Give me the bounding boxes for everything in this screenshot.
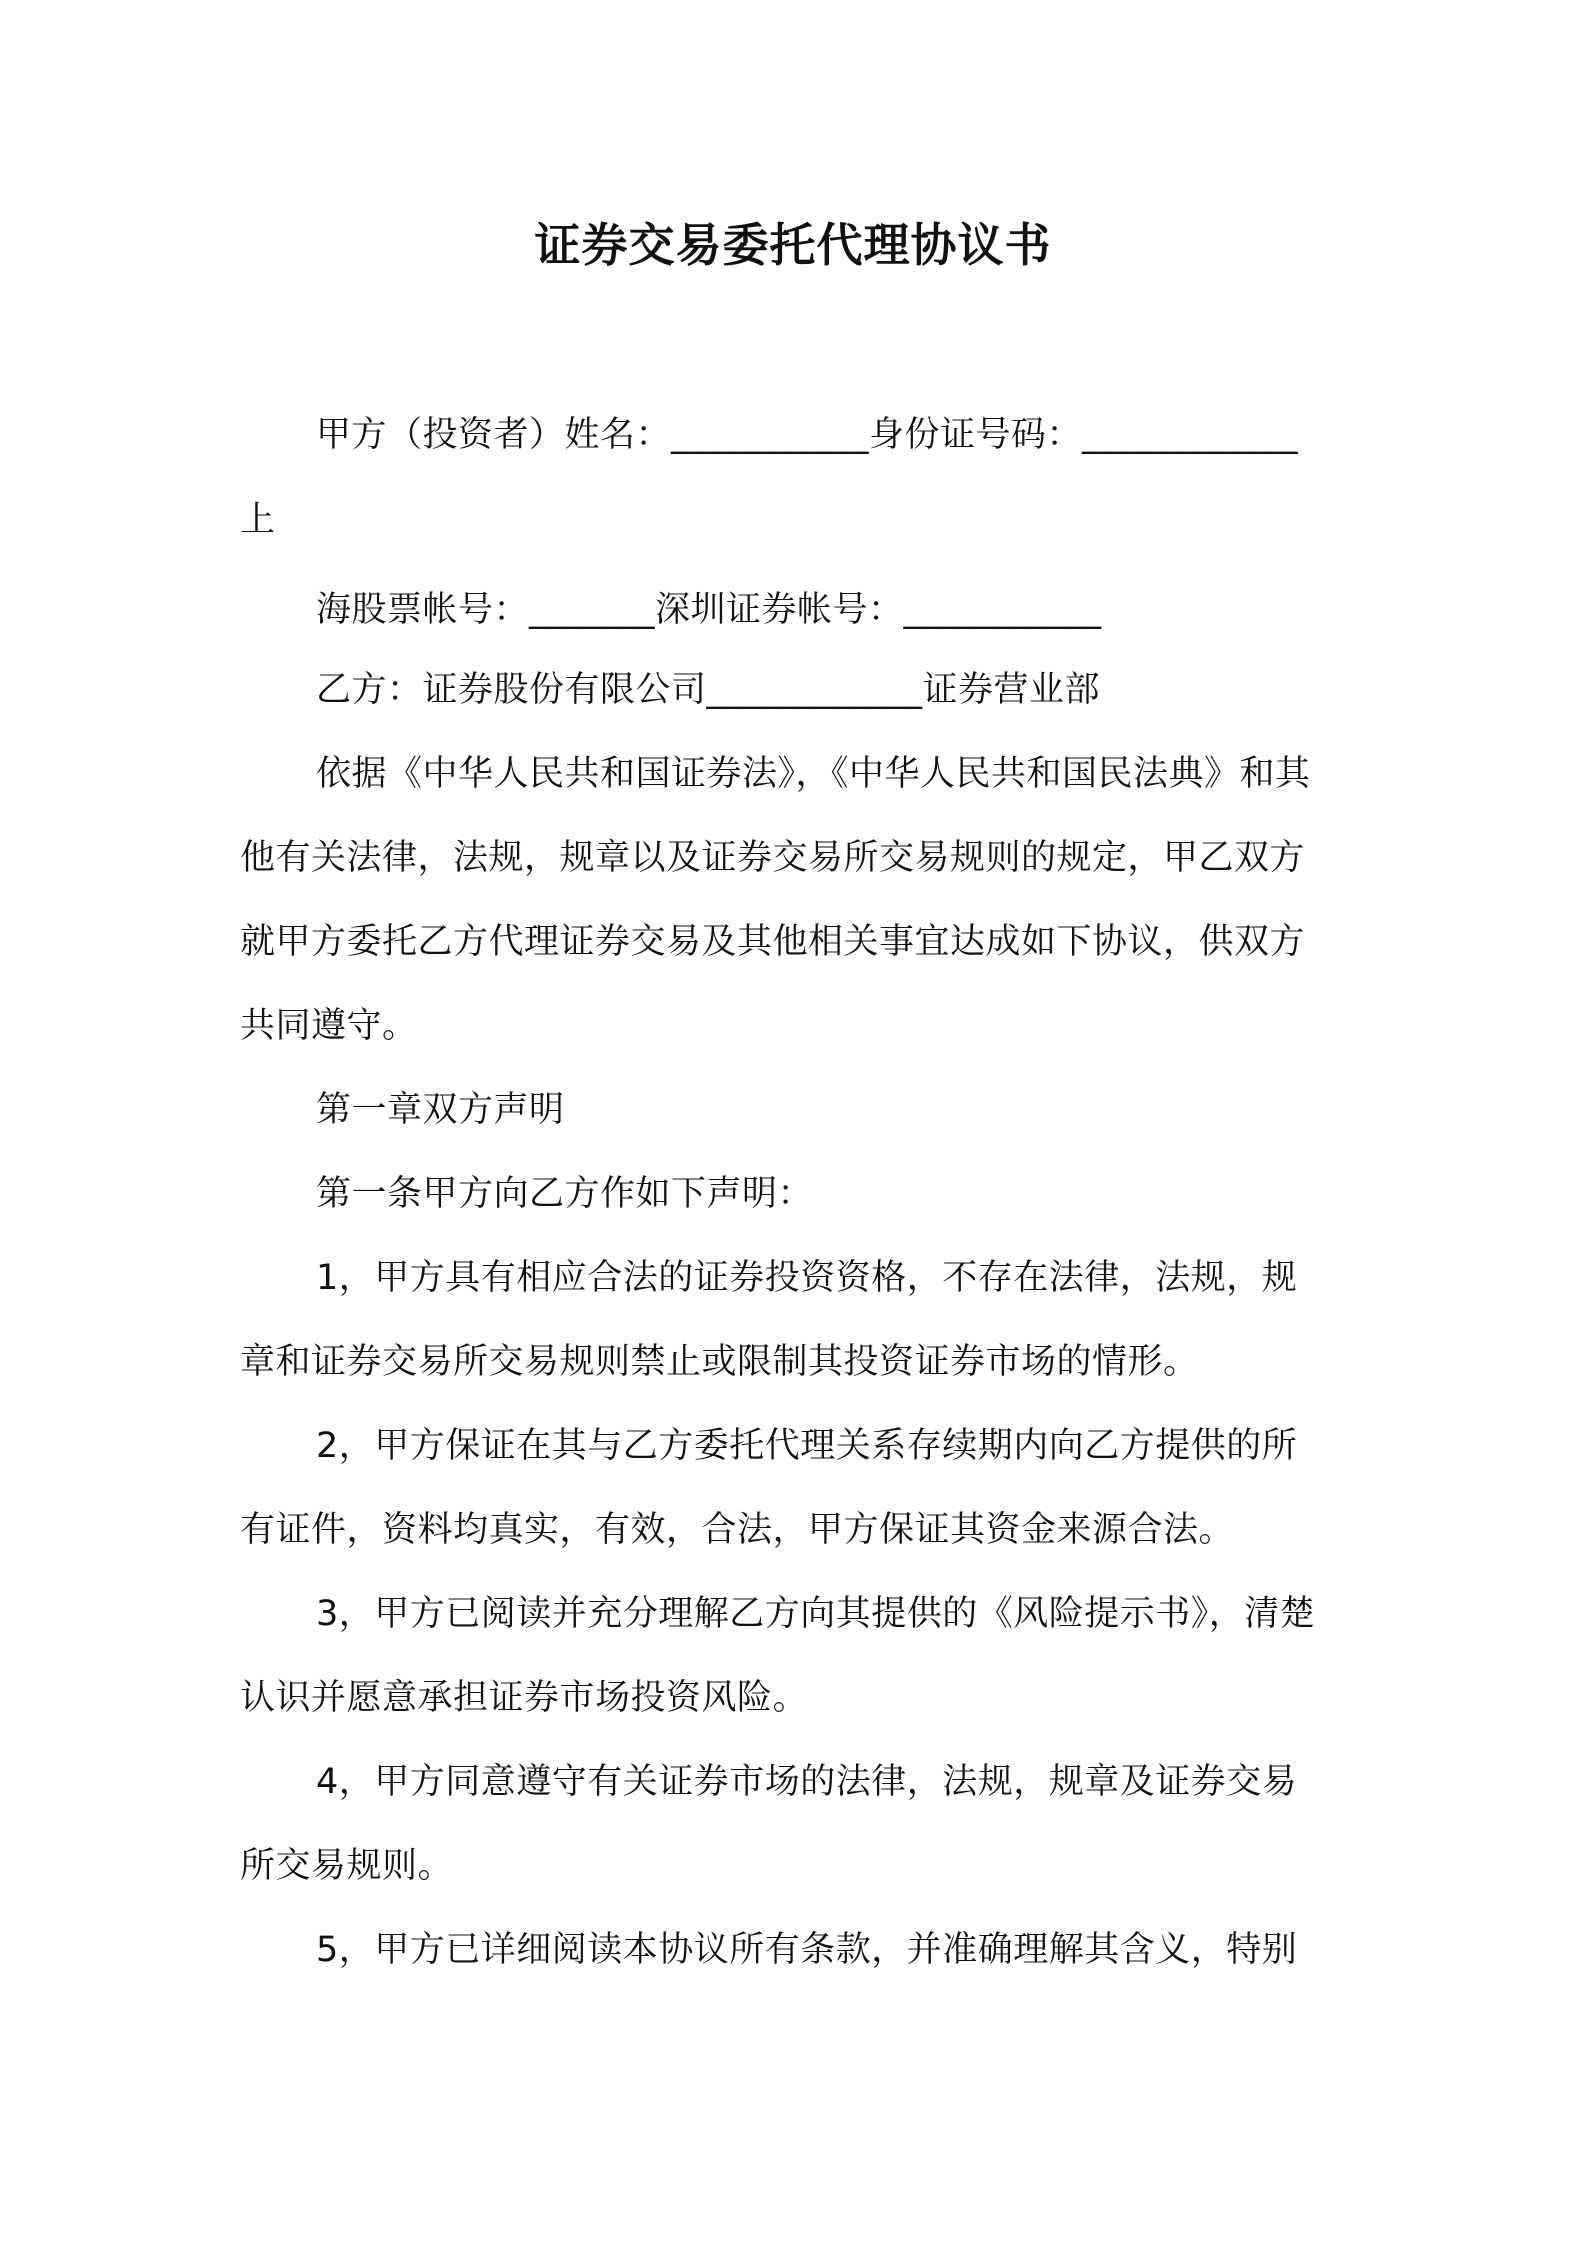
clause-4-line-2: 所交易规则。 — [240, 1846, 454, 1886]
clause-2-line-2: 有证件，资料均真实，有效，合法，甲方保证其资金来源合法。 — [240, 1510, 1235, 1550]
preamble-line-4: 共同遵守。 — [240, 1006, 418, 1046]
preamble-line-2: 他有关法律，法规，规章以及证券交易所交易规则的规定，甲乙双方 — [240, 838, 1306, 878]
clause-3-line-1: 3，甲方已阅读并充分理解乙方向其提供的《风险提示书》，清楚 — [316, 1594, 1316, 1634]
party-a-identity-line: 甲方（投资者）姓名：___________身份证号码：____________ — [316, 415, 1299, 455]
clause-5-line-1: 5，甲方已详细阅读本协议所有条款，并准确理解其含义，特别 — [316, 1930, 1298, 1970]
clause-1-line-1: 1，甲方具有相应合法的证券投资资格，不存在法律，法规，规 — [316, 1258, 1298, 1298]
chapter-heading: 第一章双方声明 — [316, 1090, 565, 1130]
clause-1-line-2: 章和证券交易所交易规则禁止或限制其投资证券市场的情形。 — [240, 1342, 1199, 1382]
clause-3-line-2: 认识并愿意承担证券市场投资风险。 — [240, 1678, 809, 1718]
party-b-line: 乙方：证券股份有限公司____________证券营业部 — [316, 670, 1101, 710]
clause-4-line-1: 4，甲方同意遵守有关证券市场的法律，法规，规章及证券交易 — [316, 1762, 1298, 1802]
clause-2-line-1: 2，甲方保证在其与乙方委托代理关系存续期内向乙方提供的所 — [316, 1426, 1298, 1466]
article-heading: 第一条甲方向乙方作如下声明： — [316, 1174, 814, 1214]
preamble-line-3: 就甲方委托乙方代理证券交易及其他相关事宜达成如下协议，供双方 — [240, 922, 1306, 962]
preamble-line-1: 依据《中华人民共和国证券法》，《中华人民共和国民法典》和其 — [316, 754, 1311, 794]
party-a-identity-line-wrap: 上 — [240, 500, 276, 540]
document-title: 证券交易委托代理协议书 — [534, 218, 1052, 272]
stock-account-line: 海股票帐号：_______深圳证券帐号：___________ — [316, 590, 1102, 630]
